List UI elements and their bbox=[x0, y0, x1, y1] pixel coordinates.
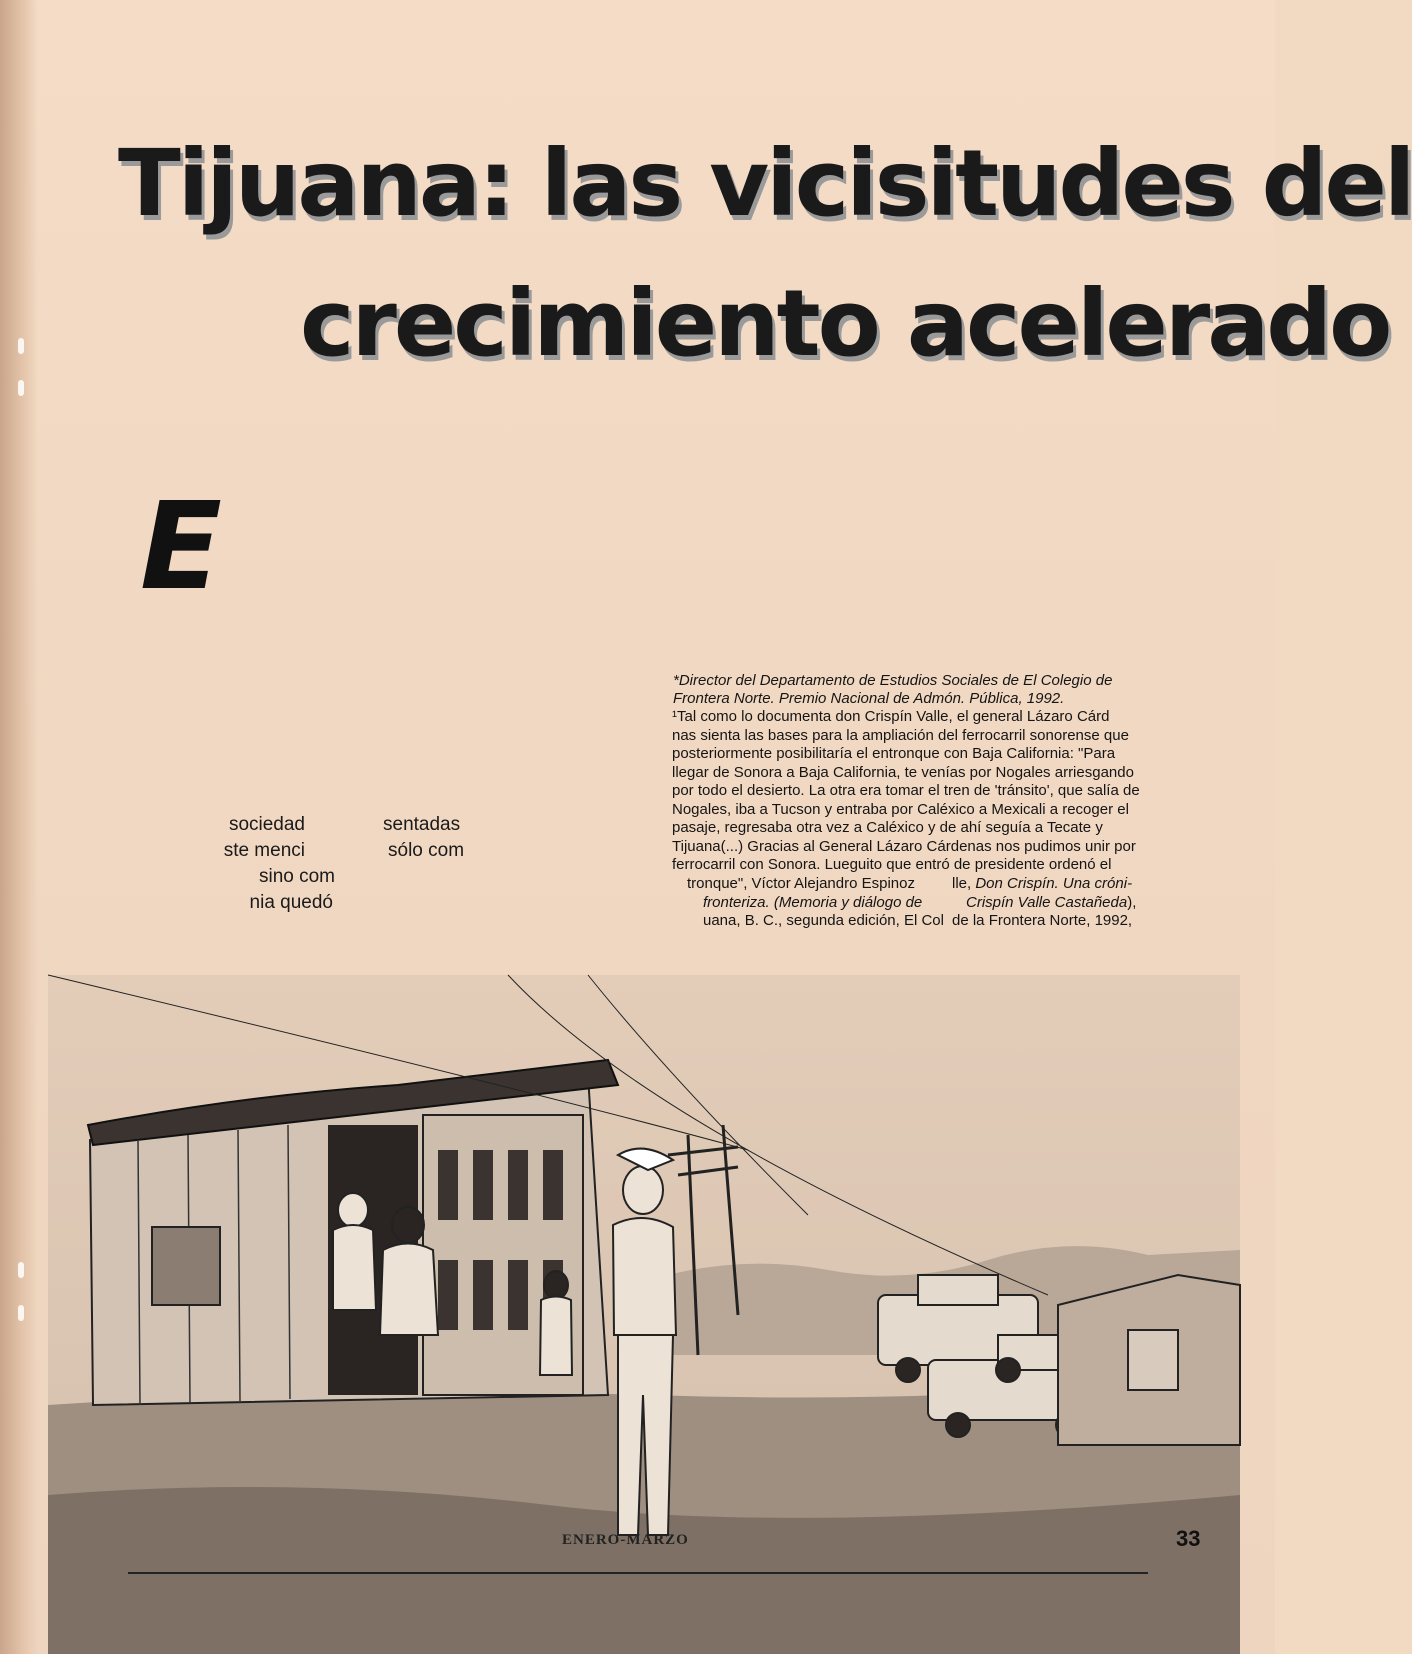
footnote-line: llegar de Sonora a Baja California, te venías por Nogales arriesgando bbox=[672, 763, 1134, 781]
right-building bbox=[1058, 1275, 1240, 1445]
article-title-line-1: Tijuana: las vicisitudes del bbox=[118, 130, 1412, 237]
drop-cap: E bbox=[140, 478, 222, 617]
column-fragment: sociedad bbox=[228, 814, 305, 835]
footnote-line: tronque", Víctor Alejandro Espinoz bbox=[687, 875, 915, 892]
footnote-line: de la Frontera Norte, 1992, bbox=[952, 912, 1133, 929]
footnote-text: Crispín Valle Castañeda bbox=[966, 893, 1128, 911]
binding-hole bbox=[18, 1262, 24, 1278]
footnote-author: Frontera Norte. Premio Nacional de Admón. Pública, 1992. bbox=[673, 690, 1065, 707]
footnote-line: posteriormente posibilitaría el entronque con Baja California: "Para bbox=[672, 745, 1116, 762]
footnote-line: nas sienta las bases para la ampliación del ferrocarril sonorense que bbox=[672, 726, 1129, 744]
footnote-line: uana, B. C., segunda edición, El Col bbox=[703, 912, 944, 929]
footnote-body bbox=[672, 708, 1160, 875]
binding-hole bbox=[18, 380, 24, 396]
footnote-line: por todo el desierto. La otra era tomar el tren de 'tránsito', que salía de bbox=[672, 782, 1140, 799]
page-number: 33 bbox=[1176, 1526, 1201, 1551]
footnote-line: ¹Tal como lo documenta don Crispín Valle, el general Lázaro Cárd bbox=[672, 708, 1110, 725]
column-fragment: nia quedó bbox=[249, 892, 333, 913]
shack-window bbox=[152, 1227, 220, 1305]
footnote-line: fronteriza. (Memoria y diálogo de bbox=[703, 893, 923, 911]
footnote-line: pasaje, regresaba otra vez a Caléxico y de ahí seguía a Tecate y bbox=[672, 819, 1103, 836]
footnote-text: ), bbox=[1127, 893, 1137, 911]
footnote-text: lle, bbox=[952, 875, 976, 892]
column-fragment: sentadas bbox=[383, 814, 461, 835]
shack-illustration bbox=[48, 975, 1240, 1654]
footnote-author: *Director del Departamento de Estudios Sociales de El Colegio de bbox=[673, 672, 1113, 689]
footnote-line: Tijuana(...) Gracias al General Lázaro Cárdenas nos pudimos unir por bbox=[672, 837, 1136, 855]
binding-hole bbox=[18, 338, 24, 354]
footnote-text: Don Crispín. Una cróni- bbox=[975, 875, 1133, 892]
footnote-line: Nogales, iba a Tucson y entraba por Caléxico a Mexicali a recoger el bbox=[672, 800, 1129, 818]
footnote-tail-left bbox=[687, 875, 947, 931]
article-title-line-2: crecimiento acelerado bbox=[300, 270, 1390, 377]
binding-hole bbox=[18, 1305, 24, 1321]
footnote-line: ferrocarril con Sonora. Lueguito que entró de presidente ordenó el bbox=[672, 856, 1112, 873]
footer-folio: ENERO-MARZO bbox=[562, 1532, 689, 1548]
column-fragment: sino com bbox=[258, 866, 335, 887]
column-fragment: ste menci bbox=[223, 840, 305, 861]
footer-rule bbox=[128, 1572, 1148, 1574]
footnote-tail-right bbox=[952, 875, 1162, 931]
column-fragment: sólo com bbox=[388, 840, 465, 861]
